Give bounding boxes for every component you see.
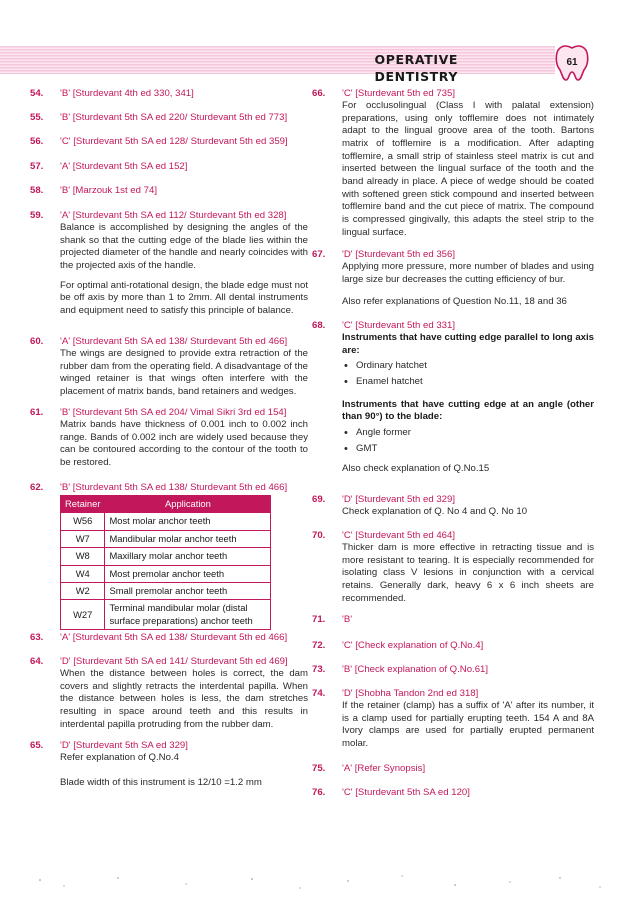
- answer-reference: 'B' [Sturdevant 5th SA ed 204/ Vimal Sikri 3rd ed 154]: [60, 407, 287, 418]
- answer-reference: 'C' [Check explanation of Q.No.4]: [342, 640, 484, 651]
- list-item: • Angle former: [342, 427, 594, 440]
- explanation: [342, 261, 594, 316]
- answer-59: [30, 210, 308, 330]
- page-number: 61: [566, 57, 578, 68]
- answer-reference: 'B' [Sturdevant 4th ed 330, 341]: [60, 88, 194, 99]
- table-cell: W4: [61, 565, 105, 582]
- answer-reference: 'C' [Sturdevant 5th ed 735]: [342, 88, 455, 99]
- table-row: [61, 600, 271, 630]
- explanation-paragraph: Blade width of this instrument is 12/10 =1.2 mm: [60, 776, 262, 788]
- table-cell: W2: [61, 583, 105, 600]
- answer-reference: 'C' [Sturdevant 5th ed 464]: [342, 530, 455, 541]
- bullet-list: [342, 360, 594, 388]
- question-number: 57.: [30, 161, 44, 172]
- table-row: [61, 530, 271, 547]
- answer-67: [312, 249, 594, 319]
- table-row: [61, 565, 271, 582]
- explanation-paragraph: If the retainer (clamp) has a suffix of 'A' after its number, it is a clamp used for partially erupting teeth. 154 A and 8A Ivory clamps are used for partially erupted permanent molar.: [342, 700, 594, 749]
- answer-60: [30, 336, 308, 406]
- explanation-paragraph: For optimal anti-rotational design, the blade edge must not be off axis by more than 1 to 2mm. All dental instruments and equipment need to satisfy this principle of balance.: [60, 279, 308, 316]
- question-number: 58.: [30, 185, 44, 196]
- table-row: [61, 548, 271, 565]
- explanation: [60, 348, 308, 406]
- question-number: 54.: [30, 88, 44, 99]
- answer-reference: 'D' [Sturdevant 5th ed 356]: [342, 249, 455, 260]
- answer-70: [312, 530, 594, 610]
- answer-reference: 'D' [Shobha Tandon 2nd ed 318]: [342, 688, 479, 699]
- answer-62: [30, 482, 308, 626]
- page-title: OPERATIVE DENTISTRY: [374, 52, 458, 84]
- answer-69: [312, 494, 594, 524]
- question-number: 75.: [312, 763, 326, 774]
- answer-74: [312, 688, 594, 748]
- question-number: 65.: [30, 740, 44, 751]
- explanation: [60, 752, 308, 796]
- answer-reference: 'A' [Sturdevant 5th SA ed 138/ Sturdevant 5th ed 466]: [60, 336, 288, 347]
- table-cell: Most premolar anchor teeth: [105, 565, 271, 582]
- table-cell: Terminal mandibular molar (distal surface preparations) anchor teeth: [105, 600, 271, 630]
- question-number: 71.: [312, 614, 326, 625]
- answer-65: [30, 740, 308, 800]
- question-number: 70.: [312, 530, 326, 541]
- explanation: [342, 700, 594, 758]
- explanation: [342, 506, 594, 526]
- table-cell: W7: [61, 530, 105, 547]
- explanation-paragraph: Refer explanation of Q.No.4: [60, 752, 179, 763]
- question-number: 61.: [30, 407, 44, 418]
- answer-reference: 'D' [Sturdevant 5th SA ed 141/ Sturdevant 5th ed 469]: [60, 656, 288, 667]
- explanation-paragraph: When the distance between holes is correct, the dam covers and slightly retracts the interdental papilla. When the distance between holes is less, the dam stretches resulting in space around teeth and this results in interdental papilla protruding from the rubber dam.: [60, 668, 308, 730]
- question-number: 60.: [30, 336, 44, 347]
- answer-reference: 'A' [Sturdevant 5th SA ed 152]: [60, 161, 188, 172]
- explanation-paragraph: Check explanation of Q. No 4 and Q. No 10: [342, 506, 528, 517]
- answer-reference: 'C' [Sturdevant 5th ed 331]: [342, 320, 455, 331]
- answer-61: [30, 407, 308, 477]
- list-item: • Ordinary hatchet: [342, 360, 594, 373]
- table-header: Retainer: [61, 496, 105, 513]
- answer-reference: 'B' [Check explanation of Q.No.61]: [342, 664, 489, 675]
- table-header: Application: [105, 496, 271, 513]
- answer-reference: 'B': [342, 614, 353, 625]
- question-number: 56.: [30, 136, 44, 147]
- table-row: [61, 583, 271, 600]
- retainer-table: [60, 495, 271, 630]
- list-item: • Enamel hatchet: [342, 376, 594, 389]
- question-number: 67.: [312, 249, 326, 260]
- question-number: 76.: [312, 787, 326, 798]
- subheading: Instruments that have cutting edge at an angle (other than 90°) to the blade:: [342, 398, 594, 423]
- question-number: 64.: [30, 656, 44, 667]
- subheading: Instruments that have cutting edge parallel to long axis are:: [342, 332, 594, 356]
- explanation: [342, 100, 594, 246]
- explanation-paragraph: Thicker dam is more effective in retracting tissue and is more resistant to tearing. It is especially recommended for isolating class V lesions in conjunction with a cervical retains. Generally dark, heavy 6 x 6 inch sheets are recommended.: [342, 542, 594, 604]
- answer-reference: 'A' [Sturdevant 5th SA ed 138/ Sturdevant 5th ed 466]: [60, 632, 288, 643]
- scan-speckles: [0, 870, 638, 894]
- table-cell: W27: [61, 600, 105, 630]
- table-cell: W56: [61, 513, 105, 530]
- question-number: 73.: [312, 664, 326, 675]
- answer-reference: 'B' [Sturdevant 5th SA ed 220/ Sturdevant 5th ed 773]: [60, 112, 288, 123]
- explanation: [60, 668, 308, 738]
- question-number: 72.: [312, 640, 326, 651]
- explanation: [60, 222, 308, 325]
- table-cell: Mandibular molar anchor teeth: [105, 530, 271, 547]
- explanation-paragraph: Also check explanation of Q.No.15: [342, 463, 490, 475]
- answer-reference: 'D' [Sturdevant 5th ed 329]: [342, 494, 455, 505]
- table-cell: Maxillary molar anchor teeth: [105, 548, 271, 565]
- answer-reference: 'A' [Refer Synopsis]: [342, 763, 426, 774]
- explanation: [60, 419, 308, 477]
- answer-reference: 'C' [Sturdevant 5th SA ed 120]: [342, 787, 470, 798]
- explanation-paragraph: Applying more pressure, more number of blades and using large size bur decreases the cutting efficiency of bur.: [342, 261, 594, 285]
- explanation-paragraph: Balance is accomplished by designing the angles of the shank so that the cutting edge of the blade lies within the projected diameter of the handle and nearly coincides with the projected axis of the handle.: [60, 222, 308, 271]
- explanation: [342, 332, 594, 483]
- answer-reference: 'C' [Sturdevant 5th SA ed 128/ Sturdevant 5th ed 359]: [60, 136, 288, 147]
- answer-66: [312, 88, 594, 248]
- explanation-paragraph: The wings are designed to provide extra retraction of the rubber dam from the operating field. A disadvantage of the winged retainer is that wings often interfere with the placement of matrix bands, band retainers and wedges.: [60, 348, 308, 397]
- question-number: 63.: [30, 632, 44, 643]
- answer-reference: 'B' [Sturdevant 5th SA ed 138/ Sturdevant 5th ed 466]: [60, 482, 288, 493]
- answer-68: [312, 320, 594, 480]
- explanation-paragraph: Also refer explanations of Question No.11, 18 and 36: [342, 296, 567, 308]
- table-cell: W8: [61, 548, 105, 565]
- table-cell: Small premolar anchor teeth: [105, 583, 271, 600]
- table-cell: Most molar anchor teeth: [105, 513, 271, 530]
- table-row: [61, 513, 271, 530]
- answer-64: [30, 656, 308, 736]
- question-number: 66.: [312, 88, 326, 99]
- question-number: 69.: [312, 494, 326, 505]
- question-number: 62.: [30, 482, 44, 493]
- question-number: 55.: [30, 112, 44, 123]
- answer-reference: 'B' [Marzouk 1st ed 74]: [60, 185, 157, 196]
- explanation-paragraph: For occlusolingual (Class I with palatal extension) preparations, using only tofflemire does not intimately adapt to the lingual groove area of the tooth. Bartons matrix of tofflemire is a modification. After adapting tofflemire, a small strip of stainless steel matrix is cut and inserted between the lingual surface of the tooth and the band already in place. A piece of wedge should be coated with softened green stick compound and inserted between tofflemire band and the cut piece of matrix. The compound is compressed gingivally, this adapts the steel strip to the lingual surface.: [342, 100, 594, 238]
- list-item: • GMT: [342, 443, 594, 456]
- answer-reference: 'A' [Sturdevant 5th SA ed 112/ Sturdevant 5th ed 328]: [60, 210, 287, 221]
- question-number: 74.: [312, 688, 326, 699]
- answer-reference: 'D' [Sturdevant 5th SA ed 329]: [60, 740, 188, 751]
- bullet-list: [342, 427, 594, 455]
- explanation: [342, 542, 594, 612]
- explanation-paragraph: Matrix bands have thickness of 0.001 inch to 0.002 inch range. Bands of 0.002 inch are widely used because they can be contoured according to the contour of the tooth to be restored.: [60, 419, 308, 468]
- question-number: 68.: [312, 320, 326, 331]
- question-number: 59.: [30, 210, 44, 221]
